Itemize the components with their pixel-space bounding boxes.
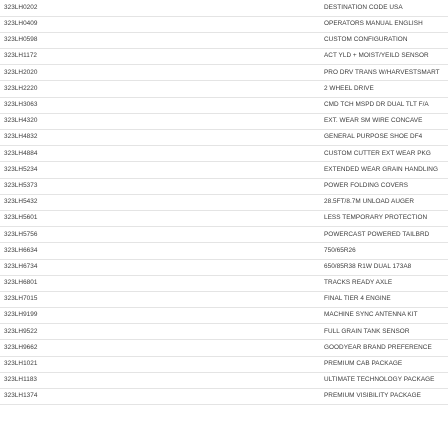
option-code: 323LH1374 [0,389,321,405]
table-row [0,130,448,146]
table-row [0,97,448,113]
option-code: 323LH5373 [0,178,321,194]
option-description: DESTINATION CODE USA [321,0,448,16]
table-row [0,178,448,194]
option-description: 650/85R38 R1W DUAL 173A8 [321,259,448,275]
option-description: POWERCAST POWERED TAILBRD [321,227,448,243]
option-description: FINAL TIER 4 ENGINE [321,291,448,307]
table-row [0,146,448,162]
option-description: PREMIUM CAB PACKAGE [321,356,448,372]
table-row [0,16,448,32]
table-row [0,259,448,275]
option-description: FULL GRAIN TANK SENSOR [321,324,448,340]
option-code: 323LH7015 [0,291,321,307]
option-code: 323LH5432 [0,194,321,210]
option-description: 2 WHEEL DRIVE [321,81,448,97]
option-code: 323LH1183 [0,372,321,388]
table-row [0,372,448,388]
option-code: 323LH6734 [0,259,321,275]
table-row [0,308,448,324]
option-description: TRACKS READY AXLE [321,275,448,291]
option-description: OPERATORS MANUAL ENGLISH [321,16,448,32]
table-row [0,291,448,307]
option-description: EXTENDED WEAR GRAIN HANDLING [321,162,448,178]
option-code: 323LH4884 [0,146,321,162]
option-code: 323LH6634 [0,243,321,259]
table-row [0,49,448,65]
option-description: 28.5FT/8.7M UNLOAD AUGER [321,194,448,210]
table-row [0,162,448,178]
table-row [0,0,448,16]
table-row [0,275,448,291]
table-row [0,340,448,356]
option-code: 323LH0598 [0,32,321,48]
option-description: GENERAL PURPOSE SHOE DF4 [321,130,448,146]
table-row [0,210,448,226]
option-code: 323LH1172 [0,49,321,65]
option-code: 323LH5601 [0,210,321,226]
table-row [0,194,448,210]
table-row [0,356,448,372]
option-code: 323LH3063 [0,97,321,113]
table-row [0,32,448,48]
option-code: 323LH0202 [0,0,321,16]
option-description: PRO DRV TRANS W/HARVESTSMART [321,65,448,81]
option-code: 323LH9662 [0,340,321,356]
option-code: 323LH2220 [0,81,321,97]
option-description: GOODYEAR BRAND PREFERENCE [321,340,448,356]
option-code: 323LH4832 [0,130,321,146]
option-code: 323LH1021 [0,356,321,372]
option-description: CUSTOM CONFIGURATION [321,32,448,48]
option-description: CMD TCH MSPD DR DUAL TLT F/A [321,97,448,113]
option-code: 323LH2020 [0,65,321,81]
option-code: 323LH9522 [0,324,321,340]
table-row [0,243,448,259]
option-code: 323LH5756 [0,227,321,243]
table-row [0,113,448,129]
option-code: 323LH9199 [0,308,321,324]
option-code: 323LH5234 [0,162,321,178]
table-row [0,324,448,340]
option-description: LESS TEMPORARY PROTECTION [321,210,448,226]
option-description: PREMIUM VISIBILITY PACKAGE [321,389,448,405]
option-code: 323LH0409 [0,16,321,32]
option-description: EXT. WEAR SM WIRE CONCAVE [321,113,448,129]
option-description: CUSTOM CUTTER EXT WEAR PKG [321,146,448,162]
table-row [0,389,448,405]
option-description: MACHINE SYNC ANTENNA KIT [321,308,448,324]
option-code: 323LH6801 [0,275,321,291]
option-description: ULTIMATE TECHNOLOGY PACKAGE [321,372,448,388]
table-row [0,65,448,81]
option-code: 323LH4320 [0,113,321,129]
option-description: ACT YLD + MOIST/YEILD SENSOR [321,49,448,65]
table-row [0,227,448,243]
option-description: 750/65R26 [321,243,448,259]
table-row [0,81,448,97]
option-description: POWER FOLDING COVERS [321,178,448,194]
